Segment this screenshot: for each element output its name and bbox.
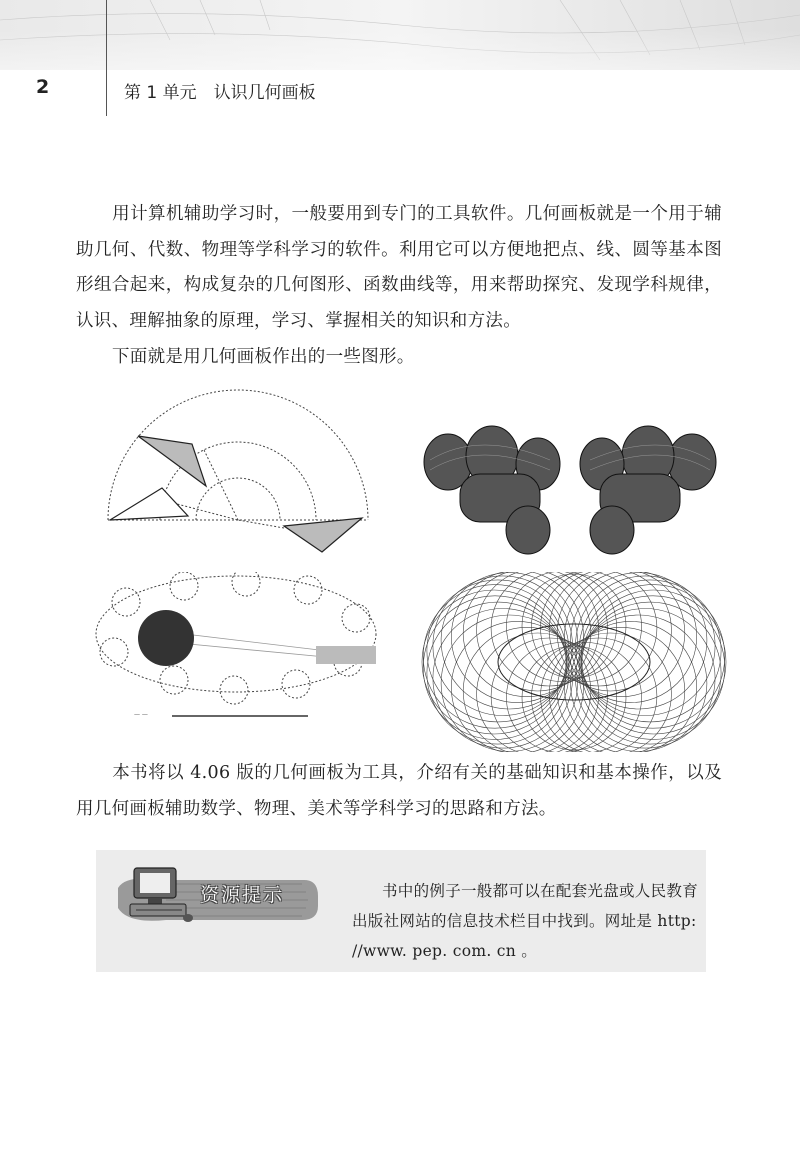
- page-number: 2: [36, 76, 50, 98]
- svg-text:— —: — —: [134, 711, 148, 718]
- spirograph-circle: [579, 602, 721, 744]
- figure-orbit: [86, 572, 386, 722]
- figure-symmetric-blobs: [420, 420, 720, 560]
- book-intro-paragraph: [76, 756, 722, 827]
- resource-tip-label: 资源提示: [200, 884, 285, 906]
- spirograph-circle: [565, 621, 697, 752]
- spirograph-circle: [451, 572, 583, 703]
- figures-intro-text: 下面就是用几何画板作出的一些图形。: [112, 347, 415, 367]
- spirograph-circle: [565, 572, 697, 703]
- spirograph-circle: [427, 602, 569, 744]
- figure-spirograph: [414, 572, 734, 752]
- header-divider: [106, 0, 107, 116]
- resource-tip-text: [352, 876, 702, 966]
- chapter-title: 第 1 单元 认识几何画板: [124, 83, 316, 103]
- figure-rotating-triangles: [100, 388, 400, 568]
- spirograph-circle: [451, 621, 583, 752]
- spirograph-circle: [579, 580, 721, 722]
- intro-paragraph: [76, 197, 722, 339]
- spirograph-circle: [427, 580, 569, 722]
- book-intro-text: 本书将以 4.06 版的几何画板为工具，介绍有关的基础知识和基本操作，以及用几何画板辅助数学、物理、美术等学科学习的思路和方法。: [76, 763, 722, 819]
- header-texture: [0, 0, 800, 120]
- computer-icon: [126, 866, 196, 926]
- figures-intro-paragraph: [76, 340, 722, 376]
- resource-tip-box: [96, 850, 706, 972]
- intro-paragraph-text: 用计算机辅助学习时，一般要用到专门的工具软件。几何画板就是一个用于辅助几何、代数、物理等学科学习的软件。利用它可以方便地把点、线、圆等基本图形组合起来，构成复杂的几何图形、函数曲线等，用来帮助探究、发现学科规律，认识、理解抽象的原理，学习、掌握相关的知识和方法。: [76, 204, 722, 331]
- resource-tip-content: 书中的例子一般都可以在配套光盘或人民教育出版社网站的信息技术栏目中找到。网址是 http: //www. pep. com. cn 。: [352, 882, 699, 960]
